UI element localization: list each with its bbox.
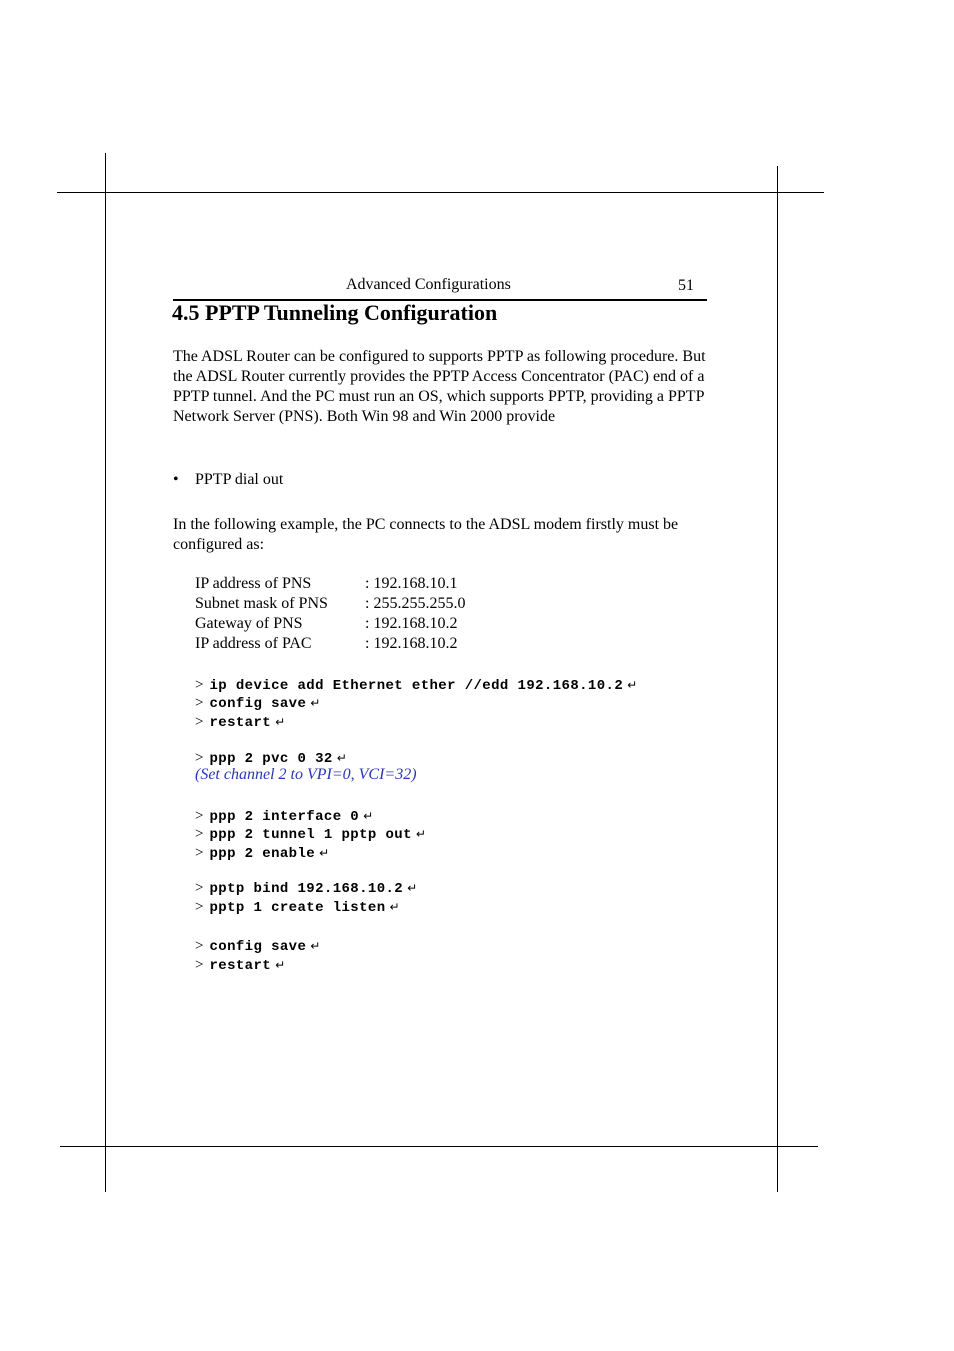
- command-line: [195, 937, 320, 956]
- prompt-symbol: >: [195, 938, 204, 954]
- prompt-symbol: >: [195, 808, 204, 824]
- command-line: [195, 694, 320, 713]
- enter-key-icon: ↵: [336, 751, 347, 765]
- bullet-symbol: •: [173, 471, 179, 488]
- example-paragraph: In the following example, the PC connects to the ADSL modem firstly must be configured as:: [173, 516, 679, 553]
- command-line: [195, 844, 329, 863]
- config-value: : 192.168.10.1: [365, 575, 458, 592]
- enter-key-icon: ↵: [389, 900, 400, 914]
- prompt-symbol: >: [195, 845, 204, 861]
- command-text: ppp 2 interface 0: [209, 809, 360, 825]
- command-text: ppp 2 enable: [209, 846, 316, 862]
- enter-key-icon: ↵: [310, 696, 321, 710]
- config-label: IP address of PNS: [195, 575, 312, 592]
- section-title: 4.5 PPTP Tunneling Configuration: [172, 300, 498, 325]
- command-comment: (Set channel 2 to VPI=0, VCI=32): [195, 766, 417, 783]
- page-number: 51: [678, 277, 694, 294]
- config-label: Gateway of PNS: [195, 615, 303, 632]
- config-label: IP address of PAC: [195, 635, 312, 652]
- prompt-symbol: >: [195, 750, 204, 766]
- enter-key-icon: ↵: [275, 958, 286, 972]
- enter-key-icon: ↵: [415, 827, 426, 841]
- command-text: pptp bind 192.168.10.2: [209, 881, 404, 897]
- command-text: config save: [209, 696, 307, 712]
- command-line: [195, 879, 417, 898]
- command-line: [195, 956, 285, 975]
- prompt-symbol: >: [195, 826, 204, 842]
- top-crop-line: [57, 192, 824, 193]
- enter-key-icon: ↵: [363, 809, 374, 823]
- prompt-symbol: >: [195, 677, 204, 693]
- prompt-symbol: >: [195, 957, 204, 973]
- bullet-text: PPTP dial out: [195, 471, 284, 488]
- prompt-symbol: >: [195, 880, 204, 896]
- enter-key-icon: ↵: [407, 881, 418, 895]
- command-text: restart: [209, 958, 272, 974]
- left-crop-line: [105, 153, 106, 1192]
- prompt-symbol: >: [195, 899, 204, 915]
- right-crop-line: [777, 166, 778, 1192]
- prompt-symbol: >: [195, 695, 204, 711]
- config-value: : 192.168.10.2: [365, 635, 458, 652]
- bottom-crop-line: [60, 1146, 818, 1147]
- config-value: : 255.255.255.0: [365, 595, 466, 612]
- config-label: Subnet mask of PNS: [195, 595, 328, 612]
- command-text: restart: [209, 715, 272, 731]
- command-text: ppp 2 tunnel 1 pptp out: [209, 827, 412, 843]
- command-text: config save: [209, 939, 307, 955]
- command-text: ppp 2 pvc 0 32: [209, 751, 333, 767]
- prompt-symbol: >: [195, 714, 204, 730]
- running-header-title: Advanced Configurations: [346, 276, 511, 293]
- intro-paragraph: The ADSL Router can be configured to supports PPTP as following procedure. But the ADSL Router currently provides the PPTP Access Concentrator (PAC) end of a PPTP tunnel. And the PC must run an OS, which supports PPTP, providing a PPTP Network Server (PNS). Both Win 98 and Win 2000 provide: [173, 348, 706, 425]
- enter-key-icon: ↵: [627, 678, 638, 692]
- command-line: [195, 807, 373, 826]
- command-line: [195, 825, 426, 844]
- command-text: ip device add Ethernet ether //edd 192.168.10.2: [209, 678, 624, 694]
- enter-key-icon: ↵: [310, 939, 321, 953]
- enter-key-icon: ↵: [319, 846, 330, 860]
- command-line: [195, 898, 400, 917]
- enter-key-icon: ↵: [275, 715, 286, 729]
- config-value: : 192.168.10.2: [365, 615, 458, 632]
- command-text: pptp 1 create listen: [209, 900, 386, 916]
- command-line: [195, 676, 637, 695]
- command-line: [195, 713, 285, 732]
